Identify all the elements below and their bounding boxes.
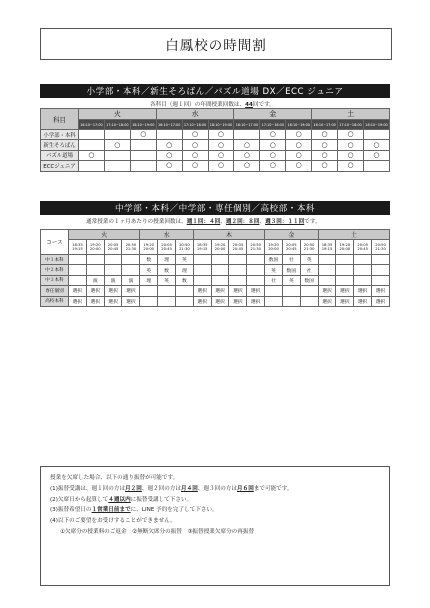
schedule-cell xyxy=(265,296,283,306)
time-slot xyxy=(318,240,336,255)
section1-note-value: 44 xyxy=(245,102,253,108)
schedule-cell xyxy=(122,265,140,275)
schedule-cell: 選択 xyxy=(69,286,87,296)
schedule-cell: 社 xyxy=(300,265,318,275)
time-start: 19:20 xyxy=(89,242,101,247)
time-end: 21:30 xyxy=(125,247,137,251)
schedule-cell: 選択 xyxy=(69,296,87,306)
schedule-cell: 数 xyxy=(158,265,176,275)
schedule-cell: 社 xyxy=(265,275,283,285)
time-slot: 17:10~18:00 xyxy=(338,120,364,130)
schedule-cell xyxy=(318,275,336,285)
schedule-cell xyxy=(104,161,130,171)
subject-name: ECCジュニア xyxy=(41,161,79,171)
schedule-cell xyxy=(211,255,229,265)
schedule-cell xyxy=(175,286,193,296)
schedule-cell xyxy=(104,130,130,140)
schedule-cell xyxy=(158,286,176,296)
time-slot: 17:10~18:00 xyxy=(182,120,208,130)
schedule-cell xyxy=(354,265,372,275)
schedule-cell: ○ xyxy=(286,161,312,171)
day-header: 土 xyxy=(312,109,390,120)
time-slot xyxy=(86,240,104,255)
day-header: 水 xyxy=(140,230,193,240)
schedule-cell: 英 xyxy=(300,255,318,265)
schedule-cell xyxy=(69,265,87,275)
schedule-cell: 選択 xyxy=(86,286,104,296)
time-slot xyxy=(140,240,158,255)
time-start: 20:50 xyxy=(303,242,315,247)
time-slot xyxy=(336,240,354,255)
time-slot: 17:10~18:00 xyxy=(260,120,286,130)
schedule-cell: ○ xyxy=(156,140,182,150)
schedule-cell: 理 xyxy=(140,275,158,285)
schedule-cell: ○ xyxy=(182,150,208,160)
schedule-cell xyxy=(300,286,318,296)
schedule-cell: 英 xyxy=(265,265,283,275)
time-slot xyxy=(175,240,193,255)
time-slot: 18:10~19:00 xyxy=(363,120,389,130)
policy-emphasis: １営業日前まで xyxy=(91,507,131,514)
time-end: 20:00 xyxy=(268,247,279,251)
schedule-cell xyxy=(211,265,229,275)
day-header: 金 xyxy=(265,230,318,240)
policy-text: (2)欠席日から起算して xyxy=(50,496,109,503)
schedule-cell xyxy=(193,255,211,265)
schedule-cell: ○ xyxy=(156,161,182,171)
schedule-cell xyxy=(363,161,389,171)
time-end: 21:30 xyxy=(375,247,386,251)
schedule-cell: 選択 xyxy=(318,286,336,296)
schedule-cell: ○ xyxy=(312,140,338,150)
policy-rule-2 xyxy=(50,495,380,506)
time-slot: 17:10~18:00 xyxy=(104,120,130,130)
time-slot xyxy=(265,240,283,255)
schedule-cell: 選択 xyxy=(229,296,247,306)
schedule-cell: ○ xyxy=(208,140,234,150)
section2-header: 中学部・本科／中学部・専任個別／高校部・本科 xyxy=(40,201,390,215)
schedule-cell: ○ xyxy=(208,130,234,140)
schedule-cell xyxy=(229,265,247,275)
schedule-cell: 数国 xyxy=(265,255,283,265)
time-start: 19:20 xyxy=(214,242,226,247)
schedule-cell: ○ xyxy=(130,130,156,140)
section1-note-suffix: 回です。 xyxy=(252,102,275,108)
time-start: 20:50 xyxy=(179,242,190,247)
subject-header: 科目 xyxy=(41,109,79,130)
schedule-cell xyxy=(282,296,300,306)
time-end: 20:45 xyxy=(107,247,119,251)
day-header: 金 xyxy=(234,109,312,120)
subject-name: パズル道場 xyxy=(41,150,79,160)
schedule-cell xyxy=(122,255,140,265)
table-row xyxy=(41,130,390,140)
schedule-cell: ○ xyxy=(260,161,286,171)
schedule-cell xyxy=(336,255,354,265)
time-start: 18:35 xyxy=(196,242,208,247)
time-start: 18:35 xyxy=(72,242,83,247)
schedule-cell: 選択 xyxy=(336,286,354,296)
policy-text: に、LINE 予約を完了して下さい。 xyxy=(130,507,218,514)
schedule-cell xyxy=(372,265,390,275)
time-start: 20:05 xyxy=(357,242,368,247)
time-end: 20:45 xyxy=(286,247,297,251)
time-start: 20:05 xyxy=(161,242,172,247)
day-header: 水 xyxy=(156,109,234,120)
section2-note-text: 通常授業の１ヶ月あたりの授業回数は、 xyxy=(86,219,187,225)
schedule-cell: ○ xyxy=(312,161,338,171)
schedule-cell: ○ xyxy=(286,150,312,160)
policy-emphasis: 月４回 xyxy=(181,485,198,492)
time-end: 19:15 xyxy=(196,247,208,251)
schedule-cell: 英 xyxy=(158,275,176,285)
section2-note-suffix: です。 xyxy=(304,219,321,225)
policy-rule-4: (4)以下のご要望をお受けすることができません。 xyxy=(50,518,176,525)
policy-rule-1 xyxy=(50,484,380,495)
schedule-cell: 演 xyxy=(104,275,122,285)
policy-exclusions: ①欠席分の授業料のご返金 ②無断欠席分の振替 ③振替授業欠席分の再振替 xyxy=(60,528,255,535)
schedule-cell: 数国 xyxy=(300,275,318,285)
schedule-cell: ○ xyxy=(260,140,286,150)
makeup-policy-box xyxy=(40,466,390,586)
schedule-cell: 選択 xyxy=(336,296,354,306)
section1-header: 小学部・本科／新生そろばん／パズル道場 DX／ECC ジュニア xyxy=(40,84,390,98)
schedule-cell: ○ xyxy=(79,150,105,160)
schedule-cell xyxy=(354,255,372,265)
policy-rule-3 xyxy=(50,505,380,516)
schedule-cell xyxy=(211,275,229,285)
schedule-cell xyxy=(79,140,105,150)
schedule-cell xyxy=(336,265,354,275)
section2-note-week1: 週１回：４回 xyxy=(186,219,221,225)
section2-note-week2: 週２回：８回 xyxy=(225,219,260,225)
schedule-cell: 選択 xyxy=(372,286,390,296)
course-name: 高校本科 xyxy=(41,296,69,306)
schedule-cell: 選択 xyxy=(86,296,104,306)
schedule-cell: ○ xyxy=(338,140,364,150)
schedule-cell xyxy=(158,296,176,306)
schedule-cell xyxy=(265,286,283,296)
time-end: 21:30 xyxy=(303,247,315,251)
time-slot xyxy=(247,240,265,255)
schedule-cell xyxy=(175,296,193,306)
policy-text: (1)振替受講は、週１回の方は xyxy=(50,485,126,492)
time-slot: 18:10~19:00 xyxy=(130,120,156,130)
secondary-timetable xyxy=(40,229,390,307)
time-slot: 16:10~17:00 xyxy=(312,120,338,130)
policy-text: 、週３回の方は xyxy=(197,485,237,492)
time-end: 21:30 xyxy=(250,247,262,251)
schedule-cell xyxy=(193,275,211,285)
table-row xyxy=(41,161,390,171)
policy-text: (3)振替希望日の xyxy=(50,507,92,514)
schedule-cell: 選択 xyxy=(193,296,211,306)
time-slot: 16:10~17:00 xyxy=(234,120,260,130)
time-end: 19:15 xyxy=(321,247,333,251)
elementary-timetable xyxy=(40,108,390,172)
schedule-cell xyxy=(354,275,372,285)
schedule-cell: 選択 xyxy=(104,286,122,296)
section2-note-week3: 週３回：１１回 xyxy=(265,219,305,225)
schedule-cell xyxy=(140,286,158,296)
schedule-cell: ○ xyxy=(338,130,364,140)
table-row xyxy=(41,265,390,275)
schedule-cell xyxy=(229,255,247,265)
time-start: 20:50 xyxy=(125,242,137,247)
table-row xyxy=(41,140,390,150)
section2-note-sep: 、 xyxy=(259,219,266,225)
schedule-cell: 選択 xyxy=(247,296,265,306)
schedule-cell xyxy=(86,265,104,275)
time-start: 20:05 xyxy=(107,242,119,247)
time-slot xyxy=(122,240,140,255)
schedule-cell xyxy=(318,265,336,275)
time-end: 20:00 xyxy=(89,247,101,251)
schedule-cell: 数国 xyxy=(282,265,300,275)
schedule-cell: ○ xyxy=(286,130,312,140)
page-title: 白鳳校の時間割 xyxy=(40,28,392,60)
schedule-cell xyxy=(336,275,354,285)
policy-text: 、週２回の方は xyxy=(141,485,182,492)
time-slot xyxy=(354,240,372,255)
time-end: 20:00 xyxy=(214,247,226,251)
time-slot xyxy=(211,240,229,255)
time-end: 19:15 xyxy=(72,247,83,251)
time-slot: 16:10~17:00 xyxy=(79,120,105,130)
schedule-cell: 理 xyxy=(158,255,176,265)
schedule-cell: 演 xyxy=(86,275,104,285)
course-name: 中１本科 xyxy=(41,255,69,265)
schedule-cell xyxy=(104,265,122,275)
course-name: 専任個別 xyxy=(41,286,69,296)
schedule-cell xyxy=(140,296,158,306)
time-slot: 18:10~19:00 xyxy=(208,120,234,130)
time-slot xyxy=(69,240,87,255)
schedule-cell: ○ xyxy=(208,161,234,171)
schedule-cell xyxy=(193,265,211,275)
policy-text: まで可能です。 xyxy=(253,485,293,492)
time-end: 21:30 xyxy=(179,247,190,251)
schedule-cell: ○ xyxy=(363,150,389,160)
schedule-cell: 選択 xyxy=(104,296,122,306)
table-row xyxy=(41,296,390,306)
time-slot xyxy=(282,240,300,255)
time-end: 20:45 xyxy=(357,247,368,251)
table-row xyxy=(41,255,390,265)
policy-emphasis: 月６回 xyxy=(237,485,254,492)
schedule-cell: 選択 xyxy=(211,286,229,296)
time-slot: 16:10~17:00 xyxy=(156,120,182,130)
schedule-cell: ○ xyxy=(208,150,234,160)
time-start: 20:05 xyxy=(286,242,297,247)
schedule-cell xyxy=(363,130,389,140)
section2-note-sep: 、 xyxy=(220,219,226,225)
table-row xyxy=(41,150,390,160)
schedule-cell: 選択 xyxy=(318,296,336,306)
section1-note-text: 各科目（週１回）の年間授業回数は、 xyxy=(150,102,246,108)
time-start: 18:35 xyxy=(321,242,333,247)
schedule-cell xyxy=(130,150,156,160)
schedule-cell: ○ xyxy=(338,161,364,171)
policy-text: に振替受講して下さい。 xyxy=(130,496,193,503)
schedule-cell: ○ xyxy=(234,140,260,150)
schedule-cell: 社 xyxy=(282,255,300,265)
schedule-cell: 選択 xyxy=(122,296,140,306)
time-start: 19:20 xyxy=(268,242,279,247)
time-end: 20:00 xyxy=(143,247,155,251)
time-start: 20:05 xyxy=(232,242,244,247)
schedule-cell: ○ xyxy=(156,150,182,160)
schedule-cell xyxy=(79,130,105,140)
schedule-cell: ○ xyxy=(234,161,260,171)
schedule-cell: 理 xyxy=(175,265,193,275)
time-slot xyxy=(300,240,318,255)
time-end: 20:00 xyxy=(339,247,351,251)
schedule-cell xyxy=(372,275,390,285)
time-start: 19:20 xyxy=(339,242,351,247)
schedule-cell: ○ xyxy=(182,130,208,140)
schedule-cell: ○ xyxy=(286,140,312,150)
schedule-cell: ○ xyxy=(312,130,338,140)
time-start: 20:50 xyxy=(250,242,262,247)
schedule-cell xyxy=(234,130,260,140)
schedule-cell: 選択 xyxy=(372,296,390,306)
course-header: コース xyxy=(41,230,69,255)
schedule-cell: 選択 xyxy=(354,296,372,306)
table-row xyxy=(41,286,390,296)
schedule-cell xyxy=(229,275,247,285)
day-header: 木 xyxy=(193,230,264,240)
schedule-cell xyxy=(282,286,300,296)
time-slot xyxy=(372,240,390,255)
section1-note xyxy=(150,100,275,108)
schedule-cell: ○ xyxy=(260,130,286,140)
schedule-cell xyxy=(156,130,182,140)
policy-emphasis: 月２回 xyxy=(125,485,142,492)
schedule-cell: 選択 xyxy=(247,286,265,296)
day-header: 火 xyxy=(79,109,157,120)
schedule-cell xyxy=(130,161,156,171)
schedule-cell xyxy=(130,140,156,150)
time-slot xyxy=(193,240,211,255)
schedule-cell: 選択 xyxy=(354,286,372,296)
time-slot xyxy=(104,240,122,255)
course-name: 中２本科 xyxy=(41,265,69,275)
policy-intro: 授業を欠席した場合、以下の通り振替が可能です。 xyxy=(50,475,179,481)
subject-name: 小学部・本科 xyxy=(41,130,79,140)
day-header: 火 xyxy=(69,230,140,240)
schedule-cell: ○ xyxy=(260,150,286,160)
schedule-cell: 演 xyxy=(122,275,140,285)
schedule-cell xyxy=(300,296,318,306)
schedule-cell: ○ xyxy=(234,150,260,160)
schedule-cell: 選択 xyxy=(193,286,211,296)
schedule-cell: ○ xyxy=(104,140,130,150)
schedule-cell xyxy=(69,255,87,265)
schedule-cell xyxy=(86,255,104,265)
course-name: 中３本科 xyxy=(41,275,69,285)
policy-emphasis: ４週以内 xyxy=(108,496,131,503)
schedule-cell: 英 xyxy=(175,255,193,265)
schedule-cell: ○ xyxy=(363,140,389,150)
schedule-cell: 選択 xyxy=(229,286,247,296)
schedule-cell xyxy=(69,275,87,285)
time-slot xyxy=(158,240,176,255)
schedule-cell xyxy=(372,255,390,265)
time-end: 20:45 xyxy=(232,247,244,251)
schedule-cell: ○ xyxy=(182,161,208,171)
schedule-cell xyxy=(104,150,130,160)
schedule-cell: ○ xyxy=(182,140,208,150)
schedule-cell xyxy=(247,265,265,275)
schedule-cell: 英 xyxy=(282,275,300,285)
time-end: 20:45 xyxy=(161,247,172,251)
schedule-cell xyxy=(318,255,336,265)
time-start: 19:20 xyxy=(143,242,155,247)
schedule-cell xyxy=(247,275,265,285)
schedule-cell: 選択 xyxy=(211,296,229,306)
time-start: 20:50 xyxy=(375,242,386,247)
schedule-cell: 数 xyxy=(175,275,193,285)
schedule-cell: 数 xyxy=(140,255,158,265)
schedule-cell xyxy=(104,255,122,265)
section2-note xyxy=(86,217,321,225)
time-slot: 18:10~19:00 xyxy=(286,120,312,130)
schedule-cell xyxy=(79,161,105,171)
subject-name: 新生そろばん xyxy=(41,140,79,150)
schedule-cell: 選択 xyxy=(122,286,140,296)
schedule-cell: ○ xyxy=(338,150,364,160)
schedule-cell: 英 xyxy=(140,265,158,275)
time-slot xyxy=(229,240,247,255)
day-header: 土 xyxy=(318,230,389,240)
schedule-cell xyxy=(247,255,265,265)
schedule-cell: ○ xyxy=(312,150,338,160)
table-row xyxy=(41,275,390,285)
